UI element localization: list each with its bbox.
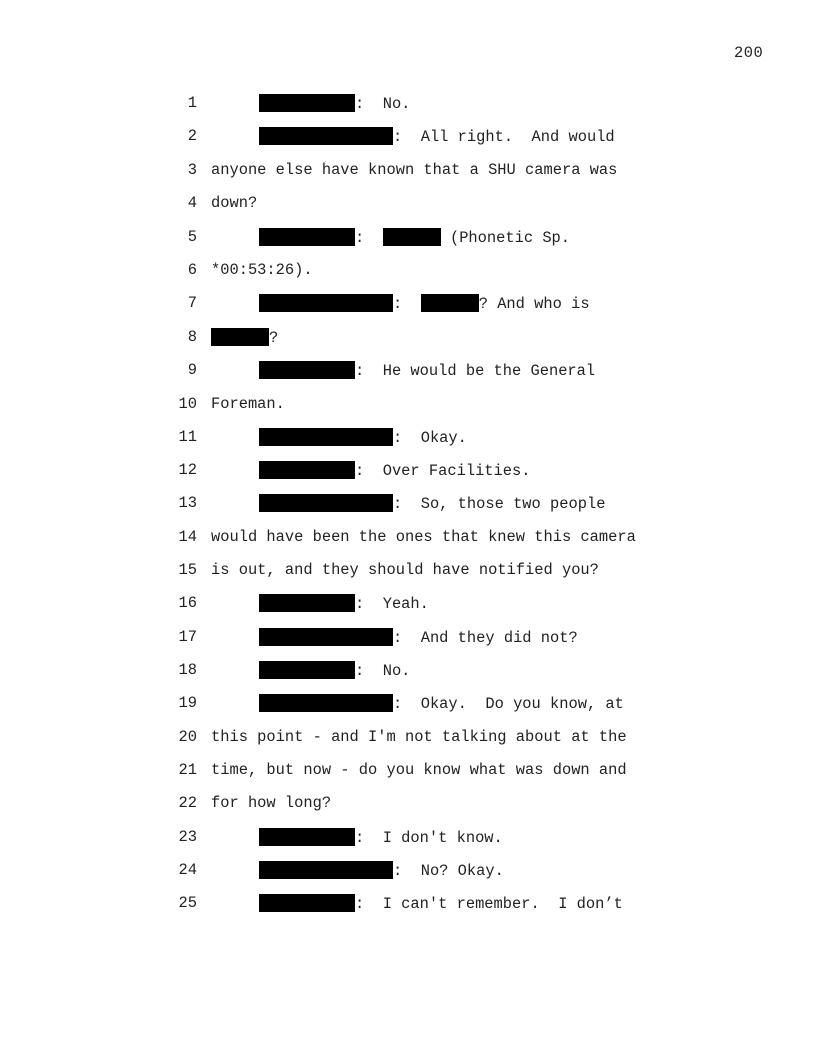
line-number: 20 <box>178 728 197 746</box>
redacted-speaker-name <box>259 361 355 379</box>
transcript-line <box>0 561 599 581</box>
transcript-line <box>0 694 624 714</box>
line-number: 3 <box>187 161 197 179</box>
page-number: 200 <box>734 44 764 62</box>
redacted-speaker-name <box>259 661 355 679</box>
line-text: *00:53:26). <box>211 261 313 279</box>
line-text: Foreman. <box>211 395 285 413</box>
line-number: 2 <box>187 127 197 145</box>
redacted-speaker-name <box>259 594 355 612</box>
line-text: ? And who is <box>478 295 590 313</box>
redacted-name <box>421 294 479 312</box>
redacted-name <box>211 328 269 346</box>
transcript-line <box>0 794 332 814</box>
transcript-line <box>0 661 411 681</box>
line-number: 8 <box>187 328 197 346</box>
transcript-line <box>0 461 531 481</box>
line-text: : Okay. <box>393 429 467 447</box>
line-text: : All right. And would <box>393 128 615 146</box>
line-number: 18 <box>178 661 197 679</box>
line-number: 19 <box>178 694 197 712</box>
transcript-line <box>0 761 627 781</box>
line-text: : No? Okay. <box>393 862 504 880</box>
line-number: 6 <box>187 261 197 279</box>
line-text: : No. <box>355 95 411 113</box>
redacted-speaker-name <box>259 694 393 712</box>
line-number: 12 <box>178 461 197 479</box>
line-number: 15 <box>178 561 197 579</box>
redacted-speaker-name <box>259 127 393 145</box>
line-number: 7 <box>187 294 197 312</box>
transcript-line <box>0 861 504 881</box>
line-number: 4 <box>187 194 197 212</box>
redacted-speaker-name <box>259 228 355 246</box>
line-text: : He would be the General <box>355 362 596 380</box>
transcript-line <box>0 828 503 848</box>
redacted-speaker-name <box>259 94 355 112</box>
redacted-speaker-name <box>259 428 393 446</box>
transcript-line <box>0 395 285 415</box>
line-number: 13 <box>178 494 197 512</box>
line-text: : <box>355 229 383 247</box>
line-number: 22 <box>178 794 197 812</box>
line-text: : So, those two people <box>393 495 606 513</box>
transcript-line <box>0 494 606 514</box>
transcript-line <box>0 728 627 748</box>
line-text: anyone else have known that a SHU camera was <box>211 161 618 179</box>
line-text: : And they did not? <box>393 629 578 647</box>
line-text: : <box>393 295 421 313</box>
line-number: 24 <box>178 861 197 879</box>
line-text: : Yeah. <box>355 595 429 613</box>
line-number: 9 <box>187 361 197 379</box>
transcript-line <box>0 361 596 381</box>
redacted-speaker-name <box>259 861 393 879</box>
line-number: 11 <box>178 428 197 446</box>
transcript-line <box>0 328 279 348</box>
line-number: 10 <box>178 395 197 413</box>
line-number: 5 <box>187 228 197 246</box>
transcript-line <box>0 94 411 114</box>
line-number: 17 <box>178 628 197 646</box>
line-text: : No. <box>355 662 411 680</box>
redacted-speaker-name <box>259 294 393 312</box>
line-text: : Over Facilities. <box>355 462 531 480</box>
transcript-line <box>0 161 618 181</box>
transcript-line <box>0 194 258 214</box>
transcript-line <box>0 428 467 448</box>
line-number: 14 <box>178 528 197 546</box>
line-text: for how long? <box>211 794 332 812</box>
redacted-speaker-name <box>259 894 355 912</box>
transcript-line <box>0 228 571 248</box>
line-number: 23 <box>178 828 197 846</box>
transcript-line <box>0 528 636 548</box>
redacted-speaker-name <box>259 494 393 512</box>
redacted-name <box>383 228 441 246</box>
transcript-line <box>0 894 623 914</box>
line-text: down? <box>211 194 258 212</box>
line-text: time, but now - do you know what was down and <box>211 761 627 779</box>
transcript-line <box>0 127 615 147</box>
redacted-speaker-name <box>259 828 355 846</box>
line-number: 21 <box>178 761 197 779</box>
redacted-speaker-name <box>259 461 355 479</box>
line-text: ? <box>269 329 279 347</box>
line-text: : Okay. Do you know, at <box>393 695 624 713</box>
line-number: 16 <box>178 594 197 612</box>
transcript-line <box>0 594 429 614</box>
redacted-speaker-name <box>259 628 393 646</box>
line-number: 1 <box>187 94 197 112</box>
line-text: : I don't know. <box>355 829 503 847</box>
line-text: is out, and they should have notified you? <box>211 561 599 579</box>
line-number: 25 <box>178 894 197 912</box>
transcript-line <box>0 628 578 648</box>
line-text: : I can't remember. I don’t <box>355 895 623 913</box>
transcript-line <box>0 261 313 281</box>
line-text: this point - and I'm not talking about at the <box>211 728 627 746</box>
transcript-line <box>0 294 590 314</box>
line-text: (Phonetic Sp. <box>440 229 571 247</box>
line-text: would have been the ones that knew this camera <box>211 528 636 546</box>
